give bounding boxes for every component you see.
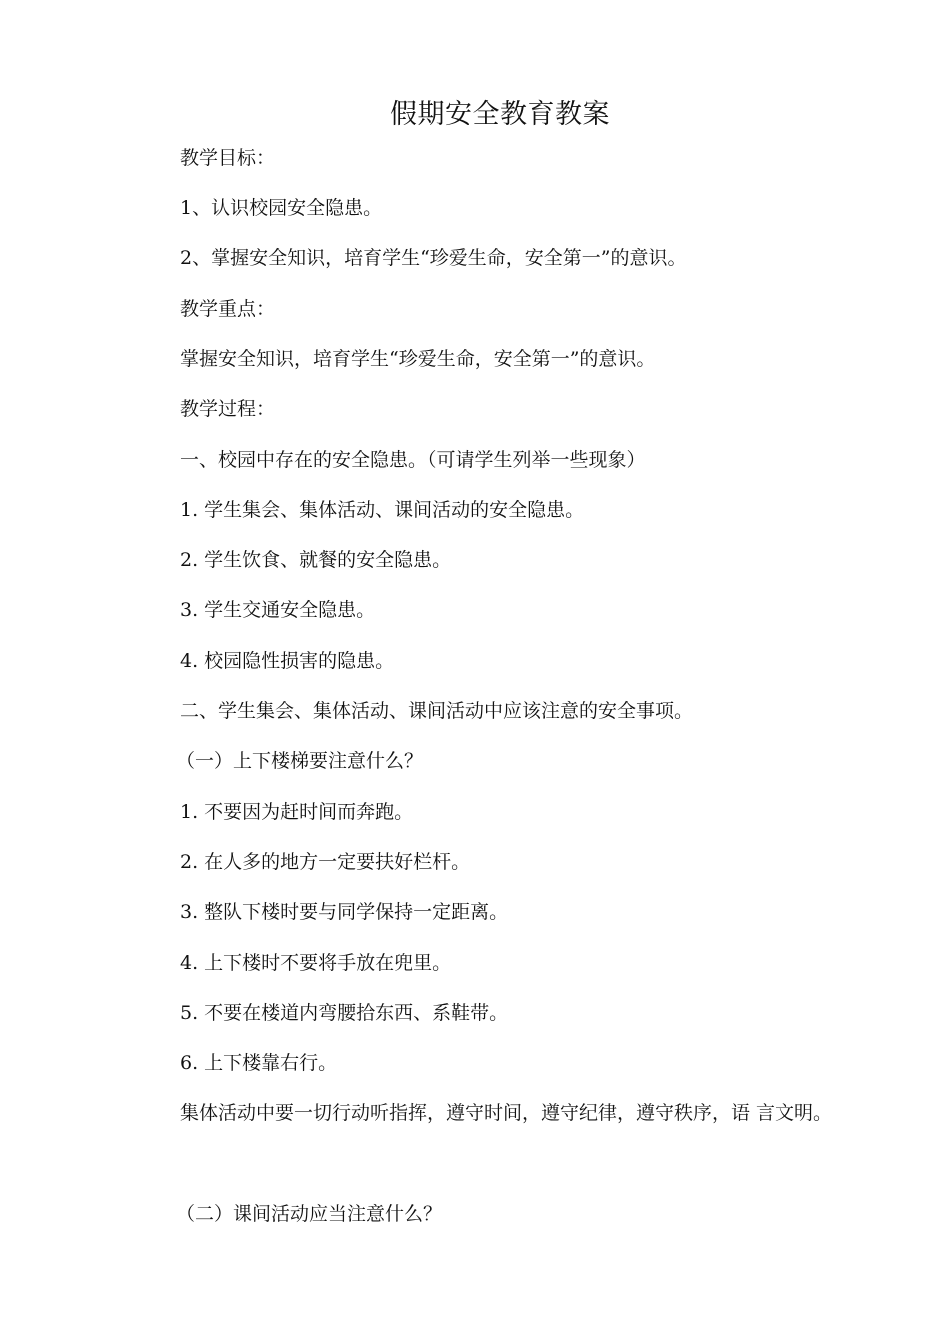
- group-activity-paragraph: 集体活动中要一切行动听指挥，遵守时间，遵守纪律，遵守秩序，语 言文明。: [180, 1102, 833, 1124]
- section-heading-process: 教学过程：: [180, 398, 276, 420]
- hazard-item-2: 2. 学生饮食、就餐的安全隐患。: [180, 549, 452, 571]
- hazard-item-3: 3. 学生交通安全隐患。: [180, 599, 376, 621]
- stairs-rule-6: 6. 上下楼靠右行。: [180, 1052, 338, 1074]
- stairs-rule-5: 5. 不要在楼道内弯腰拾东西、系鞋带。: [180, 1002, 509, 1024]
- subsection-stairs-heading: （一）上下楼梯要注意什么？: [176, 750, 424, 772]
- stairs-rule-1: 1. 不要因为赶时间而奔跑。: [180, 801, 414, 823]
- section-heading-objectives: 教学目标：: [180, 147, 276, 169]
- hazard-item-1: 1. 学生集会、集体活动、课间活动的安全隐患。: [180, 499, 585, 521]
- key-point-text: 掌握安全知识，培育学生“珍爱生命，安全第一”的意识。: [180, 348, 656, 370]
- process-part-2-heading: 二、学生集会、集体活动、课间活动中应该注意的安全事项。: [180, 700, 694, 722]
- hazard-item-4: 4. 校园隐性损害的隐患。: [180, 650, 395, 672]
- section-heading-key-points: 教学重点：: [180, 298, 276, 320]
- stairs-rule-4: 4. 上下楼时不要将手放在兜里。: [180, 952, 452, 974]
- stairs-rule-2: 2. 在人多的地方一定要扶好栏杆。: [180, 851, 471, 873]
- objective-item-2: 2、掌握安全知识，培育学生“珍爱生命，安全第一”的意识。: [180, 247, 687, 269]
- document-title: 假期安全教育教案: [390, 99, 610, 130]
- subsection-recess-heading: （二）课间活动应当注意什么？: [176, 1203, 443, 1225]
- stairs-rule-3: 3. 整队下楼时要与同学保持一定距离。: [180, 901, 509, 923]
- objective-item-1: 1、认识校园安全隐患。: [180, 197, 383, 219]
- process-part-1-heading: 一、校园中存在的安全隐患。（可请学生列举一些现象）: [180, 449, 646, 471]
